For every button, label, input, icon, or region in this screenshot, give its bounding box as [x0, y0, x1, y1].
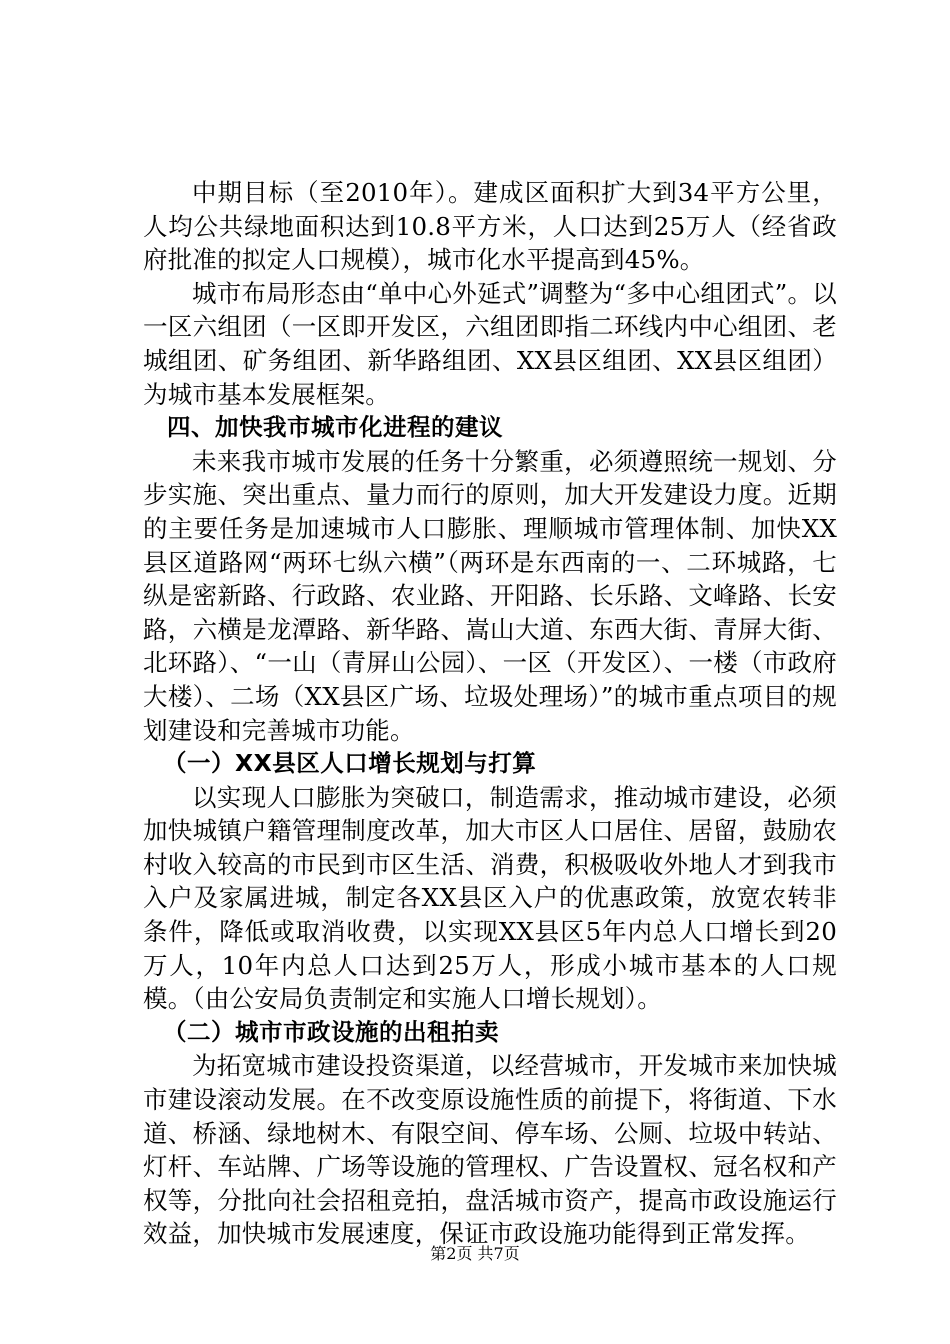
- paragraph-population-plan: 以实现人口膨胀为突破口，制造需求，推动城市建设，必须加快城镇户籍管理制度改革，加大市区人口居住、居留，鼓励农村收入较高的市民到市区生活、消费，积极吸收外地人才到我市入户及家属进城，制定各XX县区入户的优惠政策，放宽农转非条件，降低或取消收费，以实现XX县区5年内总人口增长到20万人，10年内总人口达到25万人，形成小城市基本的人口规模。（由公安局负责制定和实施人口增长规划）。: [143, 782, 837, 1014]
- paragraph-facility-lease: 为拓宽城市建设投资渠道，以经营城市，开发城市来加快城市建设滚动发展。在不改变原设施性质的前提下，将街道、下水道、桥涵、绿地树木、有限空间、停车场、公厕、垃圾中转站、灯杆、车站牌、广场等设施的管理权、广告设置权、冠名权和产权等，分批向社会招租竞拍，盘活城市资产，提高市政设施运行效益，加快城市发展速度，保证市政设施功能得到正常发挥。: [143, 1051, 837, 1249]
- section-heading-four: 四、加快我市城市化进程的建议: [167, 413, 503, 442]
- paragraph-future-tasks: 未来我市城市发展的任务十分繁重，必须遵照统一规划、分步实施、突出重点、量力而行的原则，加大开发建设力度。近期的主要任务是加速城市人口膨胀、理顺城市管理体制、加快XX县区道路网“两环七纵六横”（两环是东西南的一、二环城路，七纵是密新路、行政路、农业路、开阳路、长乐路、文峰路、长安路，六横是龙潭路、新华路、嵩山大道、东西大街、青屏大街、北环路）、“一山（青屏山公园）、一区（开发区）、一楼（市政府大楼）、二场（XX县区广场、垃圾处理场）”的城市重点项目的规划建设和完善城市功能。: [143, 446, 837, 745]
- paragraph-mid-term-goal: 中期目标（至2010年）。建成区面积扩大到34平方公里，人均公共绿地面积达到10.8平方米，人口达到25万人（经省政府批准的拟定人口规模），城市化水平提高到45%。: [143, 178, 837, 275]
- page-number-indicator: 第2页 共7页: [430, 1244, 520, 1263]
- subsection-heading-two: （二）城市市政设施的出租拍卖: [163, 1017, 499, 1046]
- paragraph-city-layout: 城市布局形态由“单中心外延式”调整为“多中心组团式”。以一区六组团（一区即开发区，六组团即指二环线内中心组团、老城组团、矿务组团、新华路组团、XX县区组团、XX县区组团）为城市基本发展框架。: [143, 278, 837, 409]
- page-footer: [0, 1244, 950, 1264]
- document-body: [143, 176, 837, 1251]
- subsection-heading-one: （一）XX县区人口增长规划与打算: [163, 749, 537, 778]
